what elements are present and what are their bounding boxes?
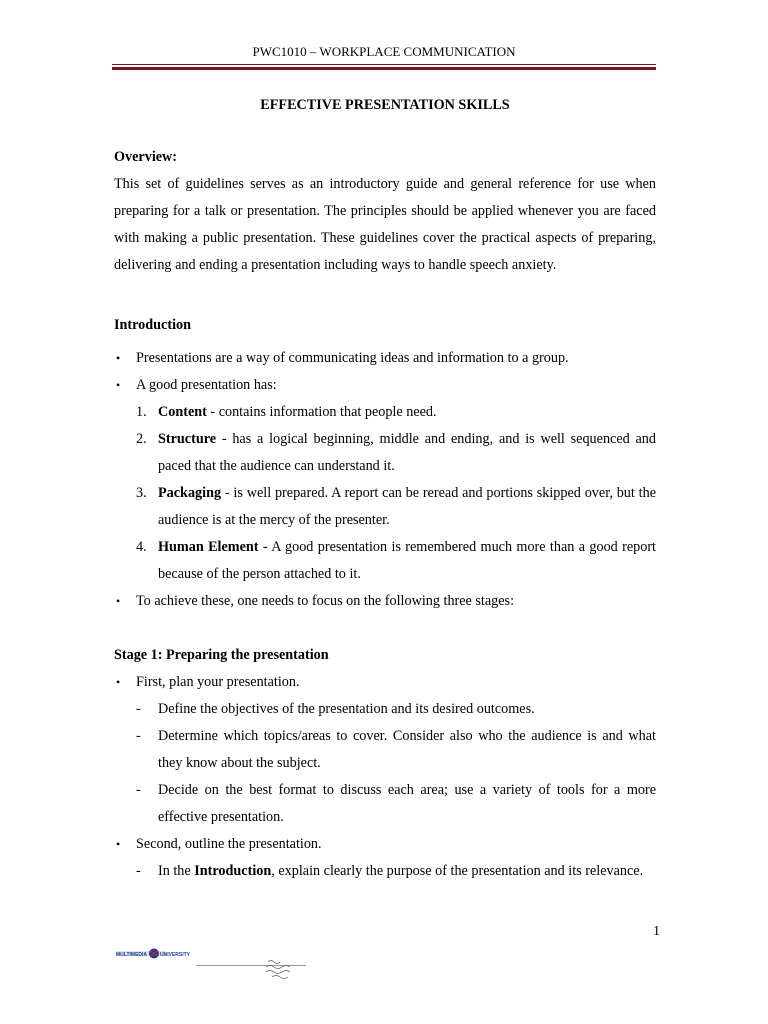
svg-text:UNIVERSITY: UNIVERSITY bbox=[160, 952, 191, 958]
bullet-icon: • bbox=[116, 675, 121, 689]
item-number: 3. bbox=[136, 485, 147, 501]
header-rule-thick bbox=[112, 67, 656, 70]
list-item bbox=[114, 588, 656, 615]
numbered-item bbox=[114, 480, 656, 534]
list-item-text: Presentations are a way of communicating ideas and information to a group. bbox=[136, 350, 569, 366]
dash-item-text: , explain clearly the purpose of the presentation and its relevance. bbox=[271, 863, 644, 879]
item-text: - has a logical beginning, middle and ending, and is well sequenced and paced that the audience can understand it. bbox=[158, 431, 656, 474]
list-item-text: Second, outline the presentation. bbox=[136, 836, 322, 852]
list-item bbox=[114, 669, 656, 696]
dash-item bbox=[114, 696, 656, 723]
item-text: - A good presentation is remembered much more than a good report because of the person attached to it. bbox=[158, 539, 656, 582]
bullet-icon: • bbox=[116, 594, 121, 608]
dash-item-text: Decide on the best format to discuss each area; use a variety of tools for a more effective presentation. bbox=[158, 782, 656, 825]
running-header: PWC1010 – WORKPLACE COMMUNICATION bbox=[252, 44, 516, 59]
document-title: EFFECTIVE PRESENTATION SKILLS bbox=[260, 97, 510, 113]
list-item bbox=[114, 831, 656, 858]
bullet-icon: • bbox=[116, 351, 121, 365]
numbered-item bbox=[114, 426, 656, 480]
item-number: 4. bbox=[136, 539, 147, 555]
dash-item bbox=[114, 777, 656, 831]
item-term: Packaging bbox=[158, 485, 222, 501]
list-item-text: A good presentation has: bbox=[136, 377, 277, 393]
numbered-item bbox=[114, 534, 656, 588]
stage1-heading: Stage 1: Preparing the presentation bbox=[114, 647, 329, 663]
dash-item bbox=[114, 723, 656, 777]
document-body bbox=[114, 92, 656, 885]
overview-heading: Overview: bbox=[114, 149, 178, 165]
item-term: Structure bbox=[158, 431, 217, 447]
item-number: 2. bbox=[136, 431, 147, 447]
introduction-heading: Introduction bbox=[114, 317, 191, 333]
tagline-script-icon bbox=[262, 956, 312, 982]
overview-paragraph: This set of guidelines serves as an introductory guide and general reference for use when preparing for a talk or presentation. The principles should be applied whenever you are faced with making a public presentation. These guidelines cover the practical aspects of preparing, delivering and ending a presentation including ways to handle speech anxiety. bbox=[114, 176, 656, 273]
dash-mark: - bbox=[136, 782, 141, 798]
dash-mark: - bbox=[136, 863, 141, 879]
item-term: Human Element bbox=[158, 539, 259, 555]
dash-item-prefix: In the bbox=[158, 863, 195, 879]
item-text: - contains information that people need. bbox=[206, 404, 437, 420]
dash-item-text: Determine which topics/areas to cover. Consider also who the audience is and what they know about the subject. bbox=[158, 728, 656, 771]
page-number: 1 bbox=[653, 924, 660, 939]
item-text: - is well prepared. A report can be reread and portions skipped over, but the audience is at the mercy of the presenter. bbox=[158, 485, 656, 528]
item-term: Content bbox=[158, 404, 207, 420]
dash-mark: - bbox=[136, 701, 141, 717]
list-item bbox=[114, 372, 656, 399]
bullet-icon: • bbox=[116, 378, 121, 392]
item-number: 1. bbox=[136, 404, 147, 420]
numbered-item bbox=[114, 399, 656, 426]
bullet-icon: • bbox=[116, 837, 121, 851]
header-rule-thin bbox=[112, 64, 656, 65]
dash-mark: - bbox=[136, 728, 141, 744]
list-item-text: To achieve these, one needs to focus on the following three stages: bbox=[136, 593, 515, 609]
list-item-text: First, plan your presentation. bbox=[136, 674, 300, 690]
dash-item-term: Introduction bbox=[194, 863, 272, 879]
list-item bbox=[114, 345, 656, 372]
dash-item bbox=[114, 858, 656, 885]
svg-text:MULTIMEDIA: MULTIMEDIA bbox=[116, 952, 148, 958]
dash-item-text: Define the objectives of the presentation and its desired outcomes. bbox=[158, 701, 535, 717]
university-logo-icon bbox=[116, 945, 196, 963]
